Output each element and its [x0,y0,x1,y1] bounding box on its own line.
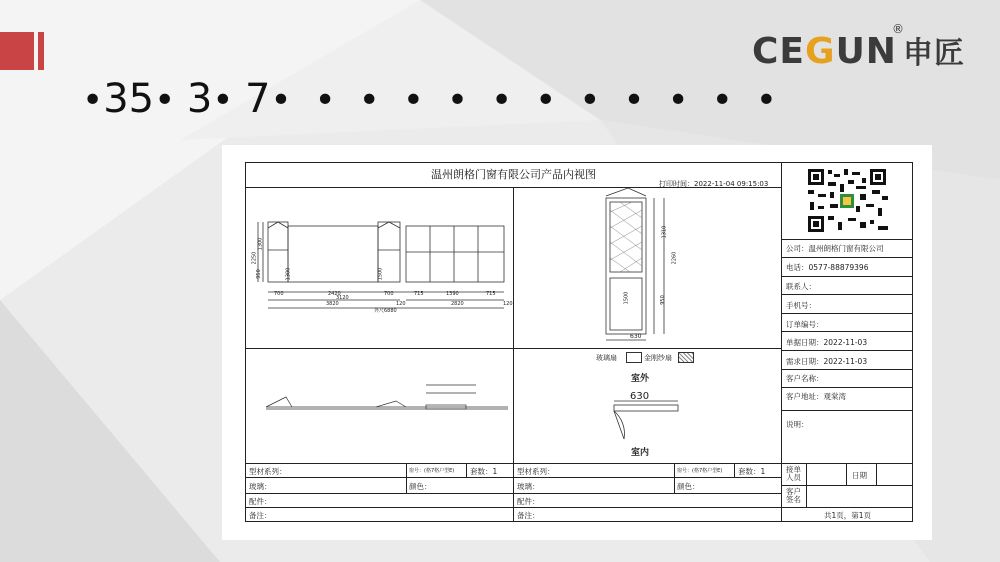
dim-bottom-6: 715 [486,291,496,297]
dim-bottom-4: 715 [414,291,424,297]
door-height-1: 1310 [661,225,668,239]
red-accent-bar-thin [38,32,44,70]
dim-inner-height-1: 1300 [285,267,292,281]
dim-inner-height-2: 1500 [377,267,384,281]
dim-right-total: 2820 [451,301,464,307]
side-note: 说明： [786,420,809,429]
bl-sets: 套数：1 [470,467,498,476]
plan-drawing [596,395,716,445]
door-height-2: 950 [659,295,666,305]
side-contact: 联系人： [786,282,816,291]
legend-glass-swatch [626,352,642,363]
legend-screen-swatch [678,352,694,363]
heading-number-1: 35 [103,76,155,122]
side-date-label: 日期 [852,471,867,480]
side-mobile: 手机号： [786,301,816,310]
br-sets: 套数：1 [738,467,766,476]
heading-dots: •35• 3• 7• • • • • • • • • • • • [82,76,777,122]
bl-model: 窗号：(格7格户型E) [409,468,455,474]
side-pages: 共1页，第1页 [824,511,872,520]
plan-width: 630 [630,391,650,402]
door-drawing [514,188,782,348]
dim-left-height-1: 1300 [257,237,264,251]
br-remark: 备注： [517,511,540,520]
side-phone: 电话：0577-88879396 [786,263,869,272]
dim-mid-left: 3120 [336,295,349,301]
door-sub: 1500 [623,291,630,305]
dim-left-height-2: 950 [255,269,262,279]
cegun-logo: CEGUN ® 申匠 [752,22,965,72]
br-parts: 配件： [517,497,540,506]
side-cust-sign: 客户签名 [786,487,801,504]
print-time: 打印时间：2022-11-04 09:15:03 [659,180,769,188]
br-profile: 型材系列： [517,467,555,476]
door-total: 2260 [671,251,678,265]
br-model: 窗号：(格7格户型E) [677,468,723,474]
side-doc-date: 单据日期：2022-11-03 [786,338,868,347]
plan-inside-label: 室内 [631,448,650,458]
side-customer: 客户名称： [786,374,824,383]
qr-code [804,166,894,236]
side-order-no: 订单编号： [786,320,824,329]
dim-gap: 120 [396,301,406,307]
legend-screen-label: 金刚纱扇 [644,354,672,362]
br-color: 颜色： [677,482,700,491]
side-company: 公司：温州朗格门窗有限公司 [786,244,884,253]
bl-profile: 型材系列： [249,467,287,476]
dim-outer: 外尺6880 [374,308,397,314]
heading-number-3: 7 [244,76,271,122]
dim-bottom-2: 2420 [328,291,341,297]
dim-total-left: 3820 [326,301,339,307]
dim-bottom-1: 700 [274,291,284,297]
dim-bottom-5: 1390 [446,291,459,297]
side-address: 客户地址：观棠湾 [786,392,846,401]
heading-number-2: 3 [186,76,213,122]
side-receiver: 接单人员 [786,465,801,482]
section-drawing [246,349,514,464]
bl-glass: 玻璃： [249,482,272,491]
red-accent-bar [0,32,34,70]
plan-outside-label: 室外 [631,374,650,384]
dim-bottom-3: 700 [384,291,394,297]
bl-remark: 备注： [249,511,272,520]
document-title: 温州朗格门窗有限公司产品内视图 [431,168,596,181]
drawing-frame [245,162,913,522]
side-need-date: 需求日期：2022-11-03 [786,357,868,366]
bl-parts: 配件： [249,497,272,506]
legend-glass-label: 玻璃扇 [596,354,617,362]
door-width: 630 [630,333,642,340]
dim-gap2: 120 [503,301,513,307]
br-glass: 玻璃： [517,482,540,491]
dim-left-total: 2250 [251,251,258,265]
bl-color: 颜色： [409,482,432,491]
